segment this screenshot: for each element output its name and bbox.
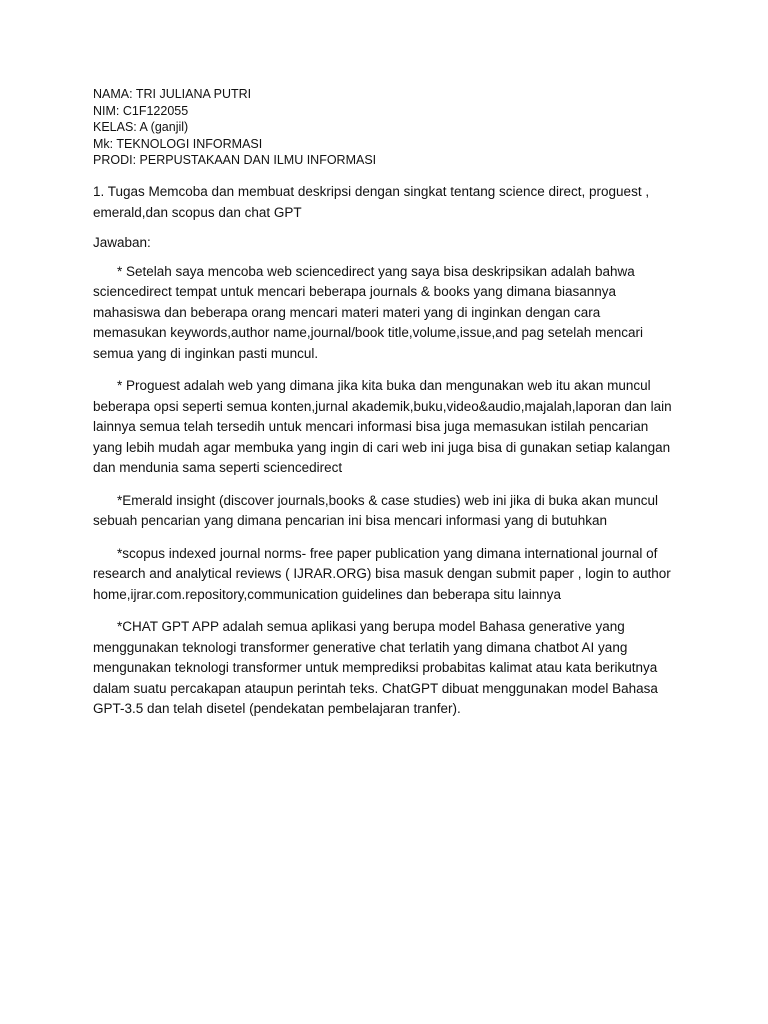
student-nim: NIM: C1F122055 [93, 103, 189, 118]
paragraph-chatgpt: *CHAT GPT APP adalah semua aplikasi yang berupa model Bahasa generative yang menggunakan teknologi transformer generative chat terlatih yang dimana chatbot AI yang mengunakan teknologi transformer untuk memprediksi probabitas kalimat atau kata berikutnya dalam suatu percakapan ataupun perintah teks. ChatGPT dibuat menggunakan model Bahasa GPT-3.5 dan telah disetel (pendekatan pembelajaran tranfer). [93, 619, 658, 716]
paragraph-emerald: *Emerald insight (discover journals,books & case studies) web ini jika di buka akan muncul sebuah pencarian yang dimana pencarian ini bisa mencari informasi yang di butuhkan [93, 492, 659, 528]
course-name: Mk: TEKNOLOGI INFORMASI [93, 136, 263, 151]
answer-label: Jawaban: [93, 234, 151, 250]
student-info-header [93, 86, 673, 169]
paragraph-scopus: *scopus indexed journal norms- free paper publication yang dimana international journal of research and analytical reviews ( IJRAR.ORG) bisa masuk dengan submit paper , login to author home,ijrar.com.repository,communication guidelines dan beberapa situ lainnya [93, 545, 671, 602]
student-class: KELAS: A (ganjil) [93, 120, 189, 134]
assignment-question: 1. Tugas Memcoba dan membuat deskripsi dengan singkat tentang science direct, proguest , emerald,dan scopus dan chat GPT [93, 183, 650, 220]
paragraph-sciencedirect: * Setelah saya mencoba web sciencedirect yang saya bisa deskripsikan adalah bahwa sciencedirect tempat untuk mencari beberapa journals & books yang dimana biasannya mahasiswa dan beberapa orang mencari materi materi yang di inginkan dengan cara memasukan keywords,author name,journal/book title,volume,issue,and pag setelah mencari semua yang di inginkan pasti muncul. [93, 263, 644, 361]
document-page [93, 86, 673, 732]
student-name: NAMA: TRI JULIANA PUTRI [93, 87, 252, 101]
paragraph-proquest: * Proguest adalah web yang dimana jika kita buka dan mengunakan web itu akan muncul beberapa opsi seperti semua konten,jurnal akademik,buku,video&audio,majalah,laporan dan lain lainnya semua telah tersedih untuk mencari informasi bisa juga memasukan istilah pencarian yang lebih mudah agar membuka yang ingin di cari web ini juga bisa di gunakan setiap kalangan dan mendunia sama seperti sciencedirect [93, 378, 672, 475]
study-program: PRODI: PERPUSTAKAAN DAN ILMU INFORMASI [93, 153, 377, 167]
